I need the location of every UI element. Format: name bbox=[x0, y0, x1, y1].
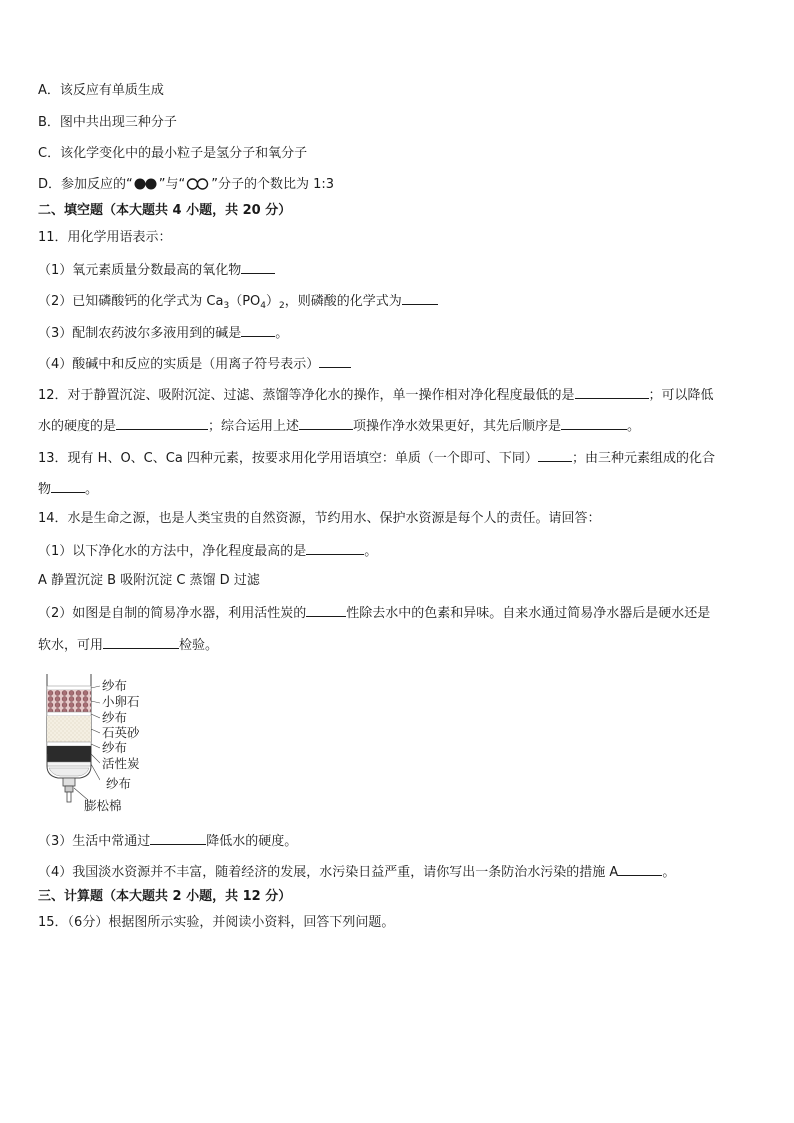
answer-blank[interactable] bbox=[103, 635, 179, 649]
q10-d-suffix: ”分子的个数比为 1:3 bbox=[211, 177, 335, 192]
q14-part4 bbox=[38, 862, 764, 882]
answer-blank[interactable] bbox=[561, 416, 627, 430]
q14-part2-line1 bbox=[38, 603, 764, 623]
answer-blank[interactable] bbox=[538, 448, 572, 462]
q14-part4-text: 。 bbox=[662, 865, 676, 880]
answer-blank[interactable] bbox=[306, 603, 346, 617]
q12-text: 项操作净水效果更好，其先后顺序是 bbox=[353, 419, 562, 434]
q14-part3 bbox=[38, 831, 764, 851]
q12-text: ；综合运用上述 bbox=[208, 419, 300, 434]
subscript: 3 bbox=[223, 301, 230, 311]
q12-text: 水的硬度的是 bbox=[38, 419, 117, 434]
q13-text: 13．现有 H、O、C、Ca 四种元素，按要求用化学用语填空：单质（一个即可、下同） bbox=[38, 451, 538, 466]
answer-blank[interactable] bbox=[241, 323, 275, 337]
q13-text: 。 bbox=[85, 482, 99, 497]
q11-part2-text: ，则磷酸的化学式为 bbox=[284, 294, 402, 309]
subscript: 2 bbox=[279, 301, 285, 311]
q15-stem: 15．（6分）根据图所示实验，并阅读小资料，回答下列问题。 bbox=[38, 915, 395, 930]
q14-part2-text: 检验。 bbox=[179, 638, 219, 653]
q11-part1-text: （1）氧元素质量分数最高的氧化物 bbox=[38, 263, 242, 278]
q14-part2-line2 bbox=[38, 635, 764, 655]
q13-line1 bbox=[38, 448, 764, 468]
answer-blank[interactable] bbox=[150, 831, 206, 845]
figure-label: 膨松棉 bbox=[84, 798, 122, 813]
q14-part3-text: （3）生活中常通过 bbox=[38, 834, 151, 849]
q14-stem: 14．水是生命之源，也是人类宝贵的自然资源，节约用水、保护水资源是每个人的责任。请回答： bbox=[38, 511, 601, 526]
q14-part1 bbox=[38, 541, 764, 561]
section2-title: 二、填空题（本大题共 4 小题，共 20 分） bbox=[38, 203, 292, 218]
q11-part4-text: （4）酸碱中和反应的实质是（用离子符号表示） bbox=[38, 357, 320, 372]
q11-part4 bbox=[38, 354, 764, 374]
answer-blank[interactable] bbox=[51, 479, 85, 493]
q11-part3-end: 。 bbox=[275, 326, 289, 341]
water-purifier-figure bbox=[40, 672, 170, 817]
q11-part2 bbox=[38, 291, 764, 311]
q10-option-d bbox=[38, 176, 764, 194]
answer-blank[interactable] bbox=[618, 862, 662, 876]
q11-stem: 11．用化学用语表示： bbox=[38, 230, 172, 245]
answer-blank[interactable] bbox=[116, 416, 208, 430]
q14-part2-text: 性除去水中的色素和异味。自来水通过简易净水器后是硬水还是 bbox=[346, 606, 711, 621]
q10-option-c: C．该化学变化中的最小粒子是氢分子和氧分子 bbox=[38, 146, 308, 161]
figure-label: 活性炭 bbox=[102, 756, 140, 771]
q14-part4-text: （4）我国淡水资源并不丰富，随着经济的发展，水污染日益严重，请你写出一条防治水污染的措施 A bbox=[38, 865, 619, 880]
q13-line2 bbox=[38, 479, 764, 499]
figure-label: 纱布 bbox=[102, 710, 128, 725]
q11-part2-text: ） bbox=[266, 294, 280, 309]
q12-text: ；可以降低 bbox=[648, 388, 714, 403]
answer-blank[interactable] bbox=[299, 416, 353, 430]
q14-options: A 静置沉淀 B 吸附沉淀 C 蒸馏 D 过滤 bbox=[38, 573, 260, 588]
figure-label: 纱布 bbox=[102, 740, 128, 755]
section3-title: 三、计算题（本大题共 2 小题，共 12 分） bbox=[38, 889, 292, 904]
answer-blank[interactable] bbox=[575, 385, 649, 399]
q11-part2-text: （2）已知磷酸钙的化学式为 Ca bbox=[38, 294, 224, 309]
q11-part2-text: （PO bbox=[229, 294, 261, 309]
q14-part2-text: 软水，可用 bbox=[38, 638, 104, 653]
q14-part1-text: （1）以下净化水的方法中，净化程度最高的是 bbox=[38, 544, 307, 559]
answer-blank[interactable] bbox=[241, 260, 275, 274]
answer-blank[interactable] bbox=[402, 291, 438, 305]
q10-d-mid: ”与“ bbox=[158, 177, 186, 192]
q12-line1 bbox=[38, 385, 764, 405]
answer-blank[interactable] bbox=[306, 541, 364, 555]
figure-label: 石英砂 bbox=[102, 725, 140, 740]
q14-part1-end: 。 bbox=[364, 544, 378, 559]
q11-part3 bbox=[38, 323, 764, 343]
q10-option-a: A．该反应有单质生成 bbox=[38, 83, 164, 98]
figure-label: 纱布 bbox=[102, 678, 128, 693]
filled-diatomic-molecule-icon bbox=[133, 178, 159, 190]
q12-line2 bbox=[38, 416, 764, 436]
q10-d-prefix: D．参加反应的“ bbox=[38, 177, 133, 192]
q14-part3-text: 降低水的硬度。 bbox=[206, 834, 298, 849]
q13-text: ；由三种元素组成的化合 bbox=[571, 451, 715, 466]
q10-option-b: B．图中共出现三种分子 bbox=[38, 115, 177, 130]
q12-text: 。 bbox=[627, 419, 641, 434]
q11-part1 bbox=[38, 260, 764, 280]
figure-label: 小卵石 bbox=[102, 694, 140, 709]
water-purifier-diagram bbox=[40, 672, 100, 807]
hollow-diatomic-molecule-icon bbox=[185, 178, 211, 190]
q13-text: 物 bbox=[38, 482, 52, 497]
q12-text: 12．对于静置沉淀、吸附沉淀、过滤、蒸馏等净化水的操作，单一操作相对净化程度最低的是 bbox=[38, 388, 575, 403]
figure-label: 纱布 bbox=[106, 776, 132, 791]
q14-part2-text: （2）如图是自制的简易净水器，利用活性炭的 bbox=[38, 606, 307, 621]
answer-blank[interactable] bbox=[319, 354, 351, 368]
q11-part3-text: （3）配制农药波尔多液用到的碱是 bbox=[38, 326, 242, 341]
subscript: 4 bbox=[260, 301, 266, 311]
